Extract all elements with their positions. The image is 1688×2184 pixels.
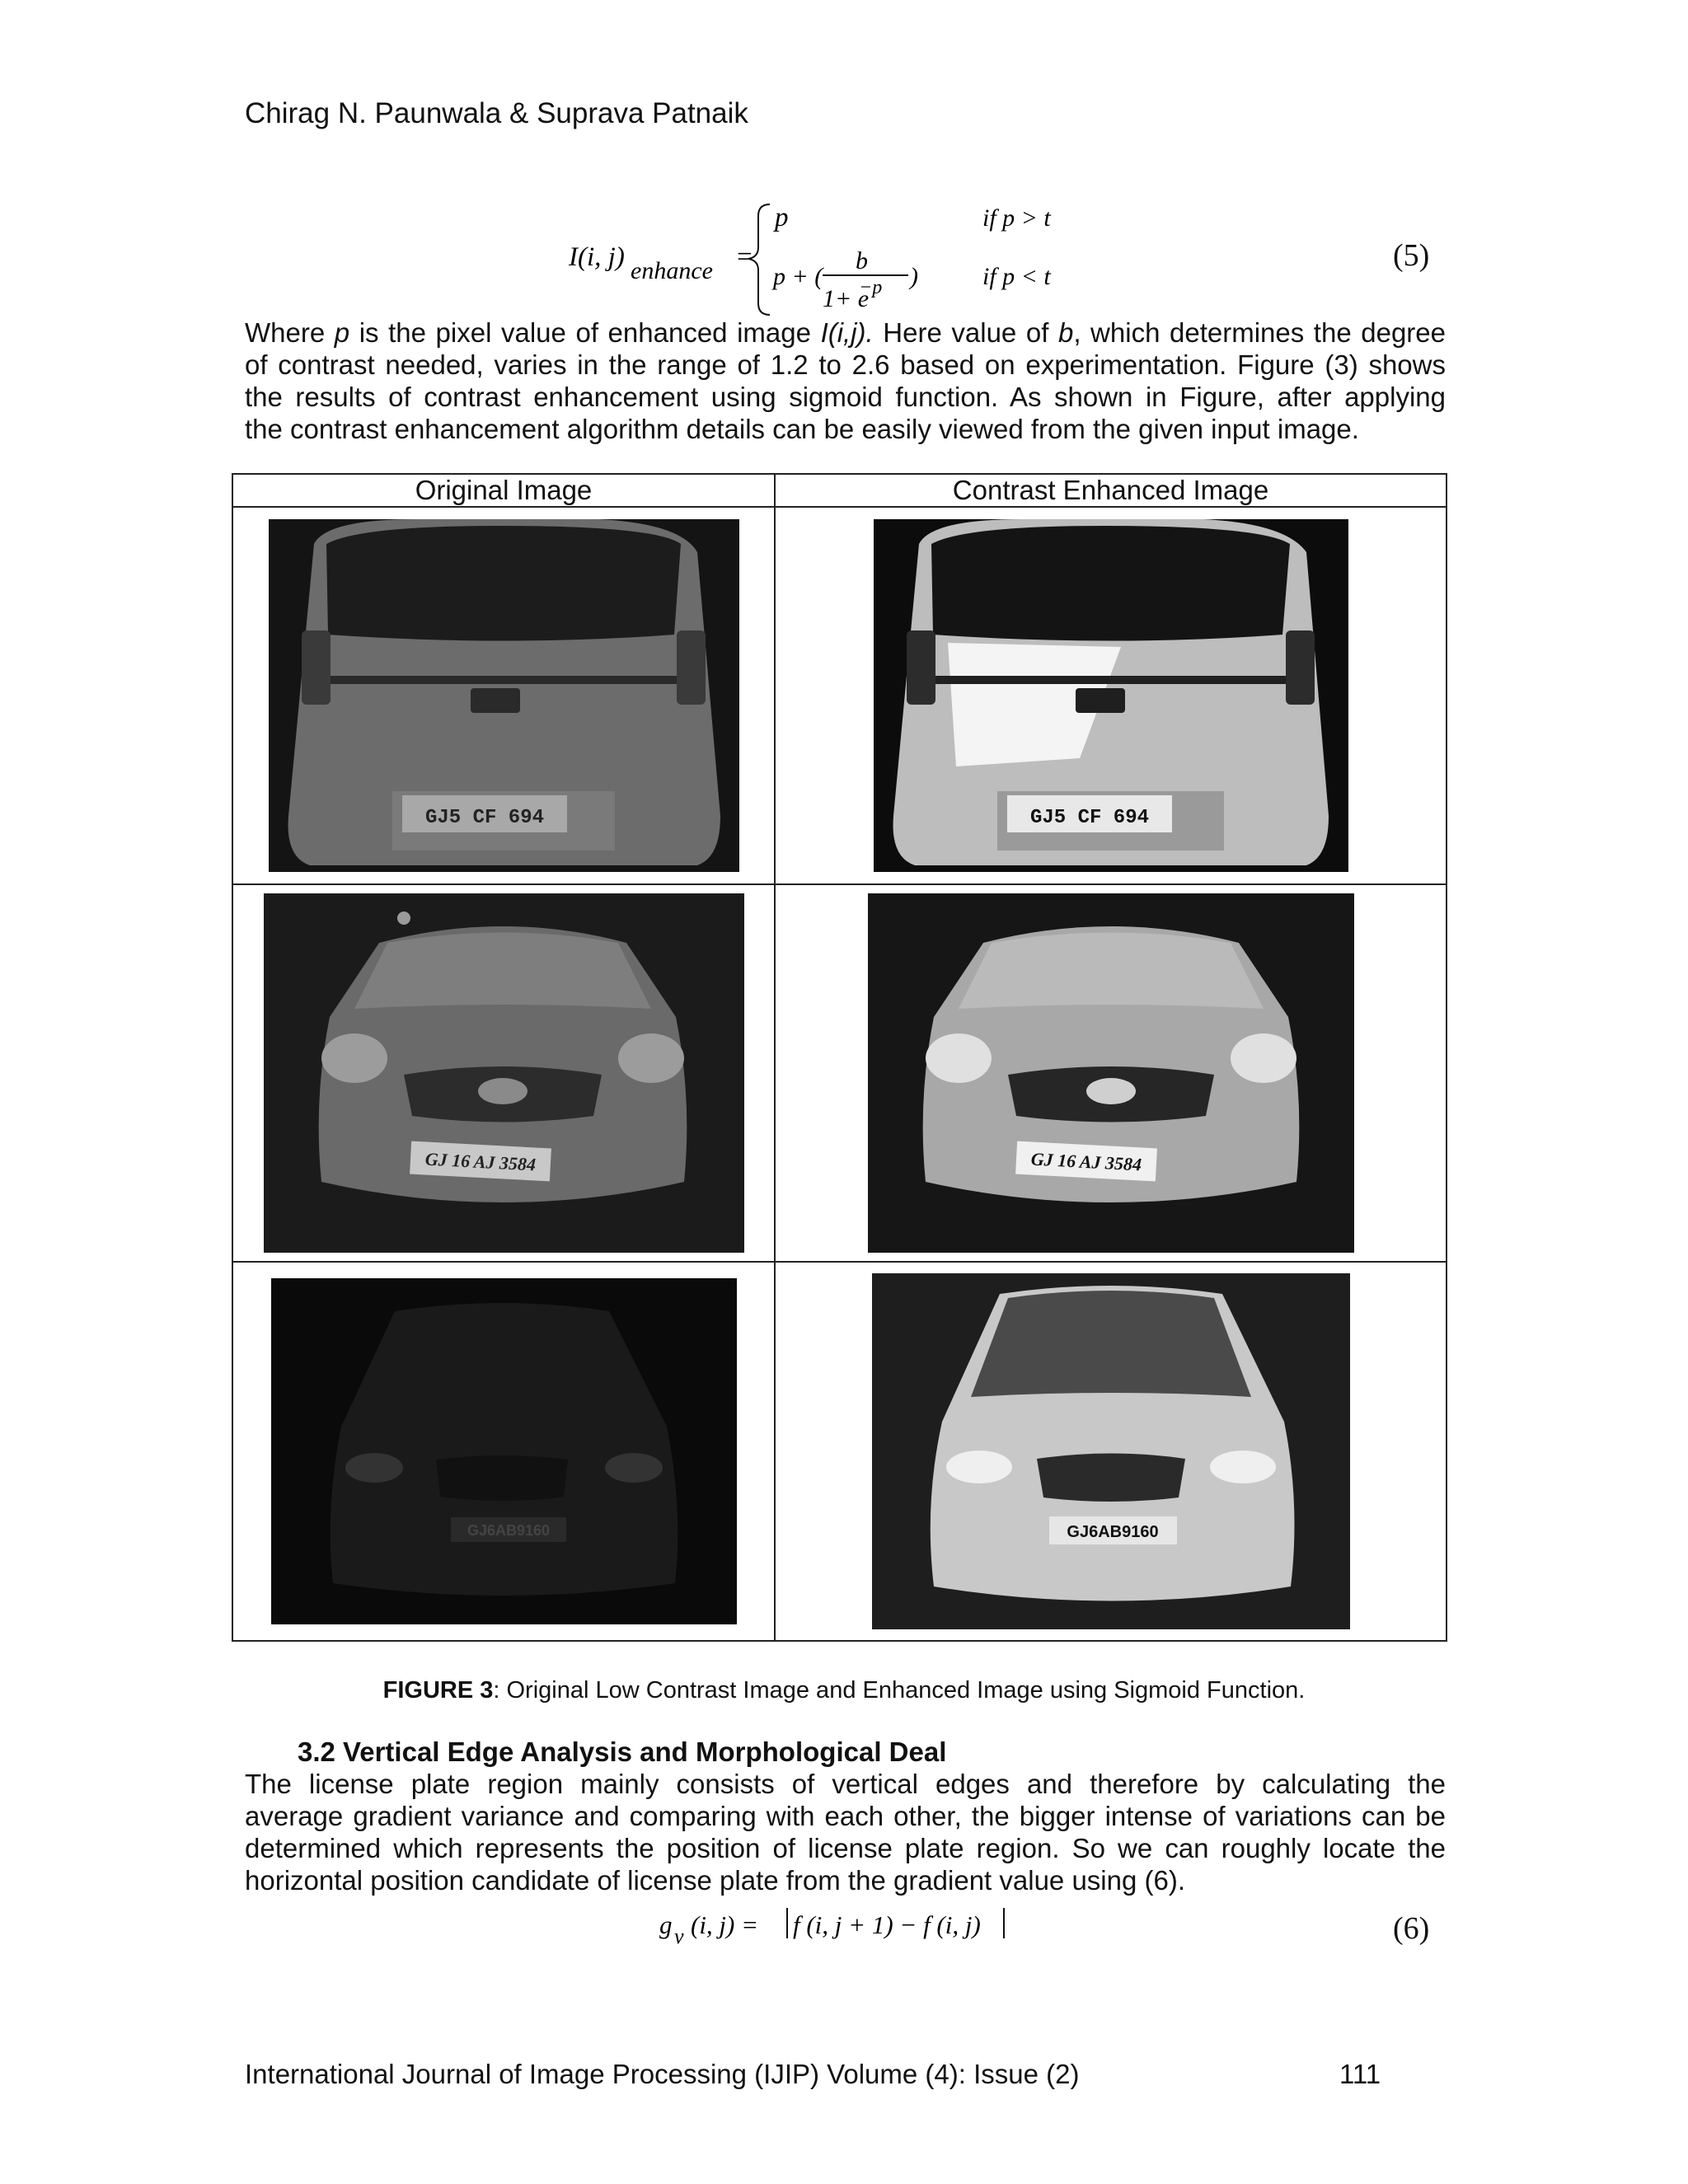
cell-enhanced-2 xyxy=(775,884,1447,1262)
section-heading: 3.2 Vertical Edge Analysis and Morphological Deal xyxy=(298,1736,947,1767)
eq5-case1-cond: if p > t xyxy=(982,204,1051,232)
eq6-rhs: f (i, j + 1) − f (i, j) xyxy=(793,1910,981,1939)
figure-3-caption: FIGURE 3: Original Low Contrast Image and Enhanced Image using Sigmoid Function. xyxy=(382,1677,1306,1704)
eq5-lhs-sub: enhance xyxy=(631,257,713,284)
col-header-original: Original Image xyxy=(232,474,775,507)
eq5-brace xyxy=(748,204,770,315)
paragraph-2-line: average gradient variance and comparing with each other, the bigger intense of variations can be xyxy=(245,1801,1446,1831)
eq5-denominator: 1+ e xyxy=(823,285,870,312)
equation-5-number: (5) xyxy=(1393,238,1430,273)
equation-6-number: (6) xyxy=(1393,1911,1430,1946)
col-header-enhanced: Contrast Enhanced Image xyxy=(775,474,1447,507)
eq5-case2-prefix: p + ( xyxy=(773,263,823,290)
cell-enhanced-3 xyxy=(775,1262,1447,1641)
eq5-exponent: −p xyxy=(859,277,883,298)
photo-original-dark-car xyxy=(271,1278,737,1624)
plate-text-enhanced-3: GJ6AB9160 xyxy=(1066,1523,1159,1541)
plate-text-original-1: GJ5 CF 694 xyxy=(424,807,544,829)
eq5-case1-value: p xyxy=(775,203,789,232)
eq5-case2-suffix: ) xyxy=(910,263,918,290)
paragraph-1-line: Where p is the pixel value of enhanced image I(i,j). Here value of b, which determines the degree xyxy=(245,317,1447,348)
photo-enhanced-front-car xyxy=(868,893,1354,1253)
paragraph-2-line: horizontal position candidate of license plate from the gradient value using (6). xyxy=(245,1865,1186,1896)
photo-enhanced-bright-car xyxy=(872,1273,1350,1629)
plate-text-enhanced-1: GJ5 CF 694 xyxy=(1029,807,1149,829)
equation-6 xyxy=(651,1904,1442,1952)
cell-original-1 xyxy=(232,507,775,884)
footer-journal: International Journal of Image Processing (IJIP) Volume (4): Issue (2) xyxy=(245,2059,1080,2089)
eq5-numerator: b xyxy=(856,247,868,274)
eq5-lhs: I(i, j) xyxy=(569,242,625,272)
figure-3-table xyxy=(232,473,1447,1642)
photo-original-rear-car xyxy=(269,519,739,872)
paragraph-2-line: determined which represents the position of license plate region. So we can roughly locate the xyxy=(245,1833,1446,1863)
paragraph-1 xyxy=(245,316,1446,445)
eq5-case2-cond: if p < t xyxy=(982,263,1051,290)
cell-original-3 xyxy=(232,1262,775,1641)
eq5-equals: = xyxy=(735,242,754,272)
paragraph-1-line: the results of contrast enhancement using sigmoid function. As shown in Figure, after applying xyxy=(245,382,1446,412)
photo-enhanced-rear-car xyxy=(874,519,1348,872)
eq6-lhs-args: (i, j) = xyxy=(691,1910,759,1939)
running-header: Chirag N. Paunwala & Suprava Patnaik xyxy=(245,97,748,129)
eq6-lhs: g xyxy=(659,1910,673,1939)
equation-6-graphic xyxy=(651,1904,1080,1945)
plate-text-original-2: GJ 16 AJ 3584 xyxy=(424,1148,537,1175)
page-number: 111 xyxy=(1339,2059,1381,2089)
plate-text-enhanced-2: GJ 16 AJ 3584 xyxy=(1029,1148,1142,1175)
plate-text-original-3: GJ6AB9160 xyxy=(467,1522,550,1539)
paragraph-1-line: of contrast needed, varies in the range of 1.2 to 2.6 based on experimentation. Figure (3) shows xyxy=(245,349,1446,380)
photo-original-front-car xyxy=(264,893,744,1253)
paragraph-2 xyxy=(245,1768,1446,1896)
equation-5-graphic xyxy=(560,198,1302,321)
paragraph-2-line: The license plate region mainly consists of vertical edges and therefore by calculating the xyxy=(245,1769,1446,1799)
paragraph-1-line: the contrast enhancement algorithm details can be easily viewed from the given input image. xyxy=(245,414,1359,444)
eq6-lhs-sub: v xyxy=(674,1924,684,1945)
cell-enhanced-1 xyxy=(775,507,1447,884)
equation-5 xyxy=(560,198,1302,321)
cell-original-2 xyxy=(232,884,775,1262)
